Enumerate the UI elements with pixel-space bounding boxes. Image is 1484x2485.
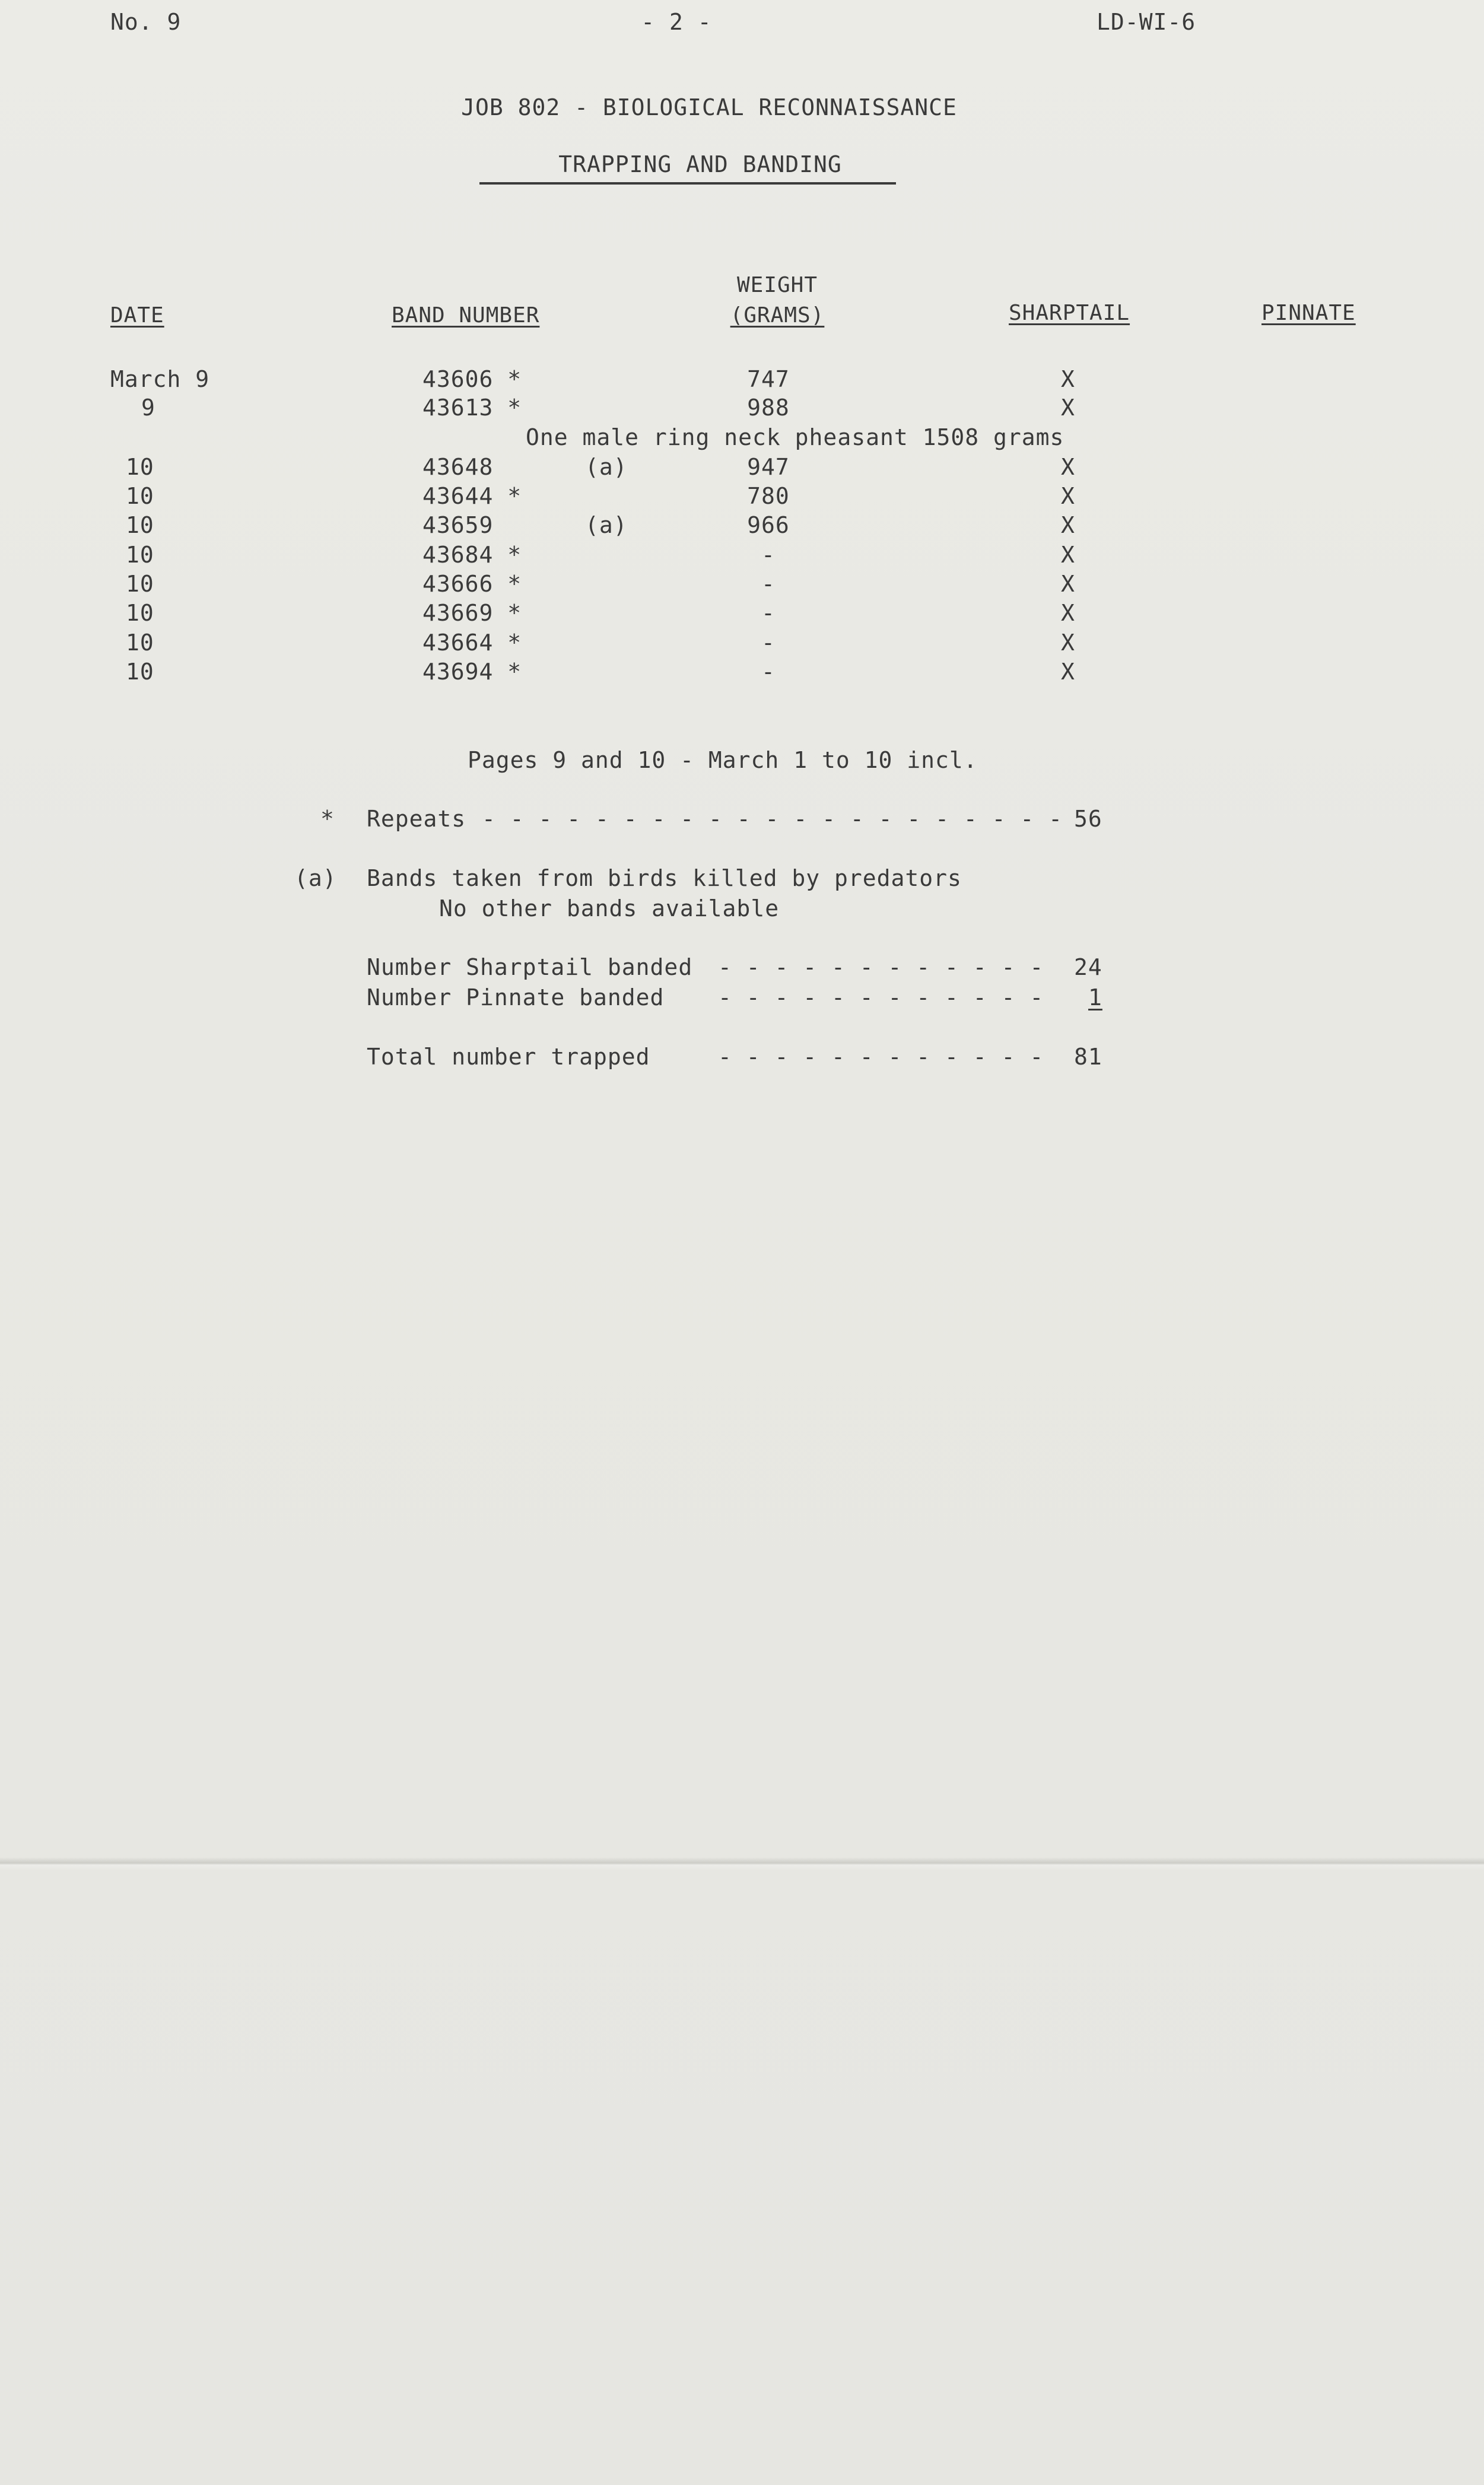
paper-fold-line bbox=[0, 1857, 1484, 1870]
sharptail-banded-leader: - - - - - - - - - - - - bbox=[718, 954, 1044, 980]
sharptail-banded-value: 24 bbox=[1074, 954, 1102, 980]
table-row-band: 43684 * bbox=[422, 542, 522, 568]
table-row-weight: 966 bbox=[747, 512, 790, 538]
document-subtitle: TRAPPING AND BANDING bbox=[558, 151, 842, 177]
repeats-leader: - - - - - - - - - - - - - - - - - - - - - bbox=[482, 806, 1063, 832]
table-row-sharptail: X bbox=[1061, 512, 1075, 538]
repeats-label: Repeats bbox=[367, 806, 466, 832]
repeats-marker: * bbox=[320, 806, 335, 832]
table-row-weight: 780 bbox=[747, 483, 790, 509]
sharptail-banded-label: Number Sharptail banded bbox=[367, 954, 693, 980]
table-row-date: 9 bbox=[141, 395, 155, 421]
column-header-pinnate: PINNATE bbox=[1261, 301, 1356, 325]
column-header-sharptail: SHARPTAIL bbox=[1009, 301, 1130, 325]
table-row-weight: - bbox=[761, 600, 776, 626]
table-row-date: 10 bbox=[126, 571, 154, 597]
column-header-band-number: BAND NUMBER bbox=[392, 303, 540, 328]
total-trapped-label: Total number trapped bbox=[367, 1044, 650, 1070]
table-row-note: (a) bbox=[585, 512, 628, 538]
table-row-sharptail: X bbox=[1061, 571, 1075, 597]
document-title: JOB 802 - BIOLOGICAL RECONNAISSANCE bbox=[461, 94, 957, 120]
table-row-band: 43644 * bbox=[422, 483, 522, 509]
total-trapped-value: 81 bbox=[1074, 1044, 1102, 1070]
predators-line-1: Bands taken from birds killed by predators bbox=[367, 865, 962, 891]
table-row-band: 43613 * bbox=[422, 395, 522, 421]
table-row-sharptail: X bbox=[1061, 600, 1075, 626]
table-row-date: 10 bbox=[126, 542, 154, 568]
column-header-date: DATE bbox=[110, 303, 164, 328]
total-trapped-leader: - - - - - - - - - - - - bbox=[718, 1044, 1044, 1070]
column-header-weight-unit: (GRAMS) bbox=[730, 303, 825, 328]
pheasant-note: One male ring neck pheasant 1508 grams bbox=[526, 424, 1064, 450]
table-row-date: March 9 bbox=[110, 366, 210, 392]
table-row-date: 10 bbox=[126, 630, 154, 656]
table-row-weight: - bbox=[761, 659, 776, 685]
predators-marker: (a) bbox=[294, 865, 337, 891]
table-row-band: 43669 * bbox=[422, 600, 522, 626]
table-row-date: 10 bbox=[126, 483, 154, 509]
column-header-weight: WEIGHT bbox=[736, 273, 818, 297]
table-row-band: 43659 bbox=[422, 512, 494, 538]
table-row-weight: - bbox=[761, 542, 776, 568]
table-row-note: (a) bbox=[585, 454, 628, 480]
table-row-band: 43664 * bbox=[422, 630, 522, 656]
subtitle-underline bbox=[479, 182, 896, 185]
table-row-band: 43606 * bbox=[422, 366, 522, 392]
page-number-center: - 2 - bbox=[641, 9, 712, 35]
table-row-date: 10 bbox=[126, 512, 154, 538]
table-row-weight: - bbox=[761, 630, 776, 656]
table-row-band: 43666 * bbox=[422, 571, 522, 597]
table-row-sharptail: X bbox=[1061, 395, 1075, 421]
table-row-date: 10 bbox=[126, 454, 154, 480]
table-row-sharptail: X bbox=[1061, 483, 1075, 509]
table-row-weight: 988 bbox=[747, 395, 790, 421]
pinnate-banded-label: Number Pinnate banded bbox=[367, 984, 665, 1010]
predators-line-2: No other bands available bbox=[439, 895, 780, 921]
page-number-left: No. 9 bbox=[110, 9, 182, 35]
table-row-sharptail: X bbox=[1061, 366, 1075, 392]
table-row-date: 10 bbox=[126, 600, 154, 626]
table-row-weight: 947 bbox=[747, 454, 790, 480]
table-row-band: 43694 * bbox=[422, 659, 522, 685]
repeats-value: 56 bbox=[1074, 806, 1102, 832]
pages-note: Pages 9 and 10 - March 1 to 10 incl. bbox=[468, 747, 978, 773]
table-row-sharptail: X bbox=[1061, 659, 1075, 685]
pinnate-banded-leader: - - - - - - - - - - - - bbox=[718, 984, 1044, 1010]
pinnate-banded-value: 1 bbox=[1088, 984, 1102, 1010]
table-row-weight: 747 bbox=[747, 366, 790, 392]
table-row-band: 43648 bbox=[422, 454, 494, 480]
document-code: LD-WI-6 bbox=[1097, 9, 1196, 35]
table-row-sharptail: X bbox=[1061, 630, 1075, 656]
table-row-weight: - bbox=[761, 571, 776, 597]
table-row-sharptail: X bbox=[1061, 454, 1075, 480]
table-row-date: 10 bbox=[126, 659, 154, 685]
table-row-sharptail: X bbox=[1061, 542, 1075, 568]
